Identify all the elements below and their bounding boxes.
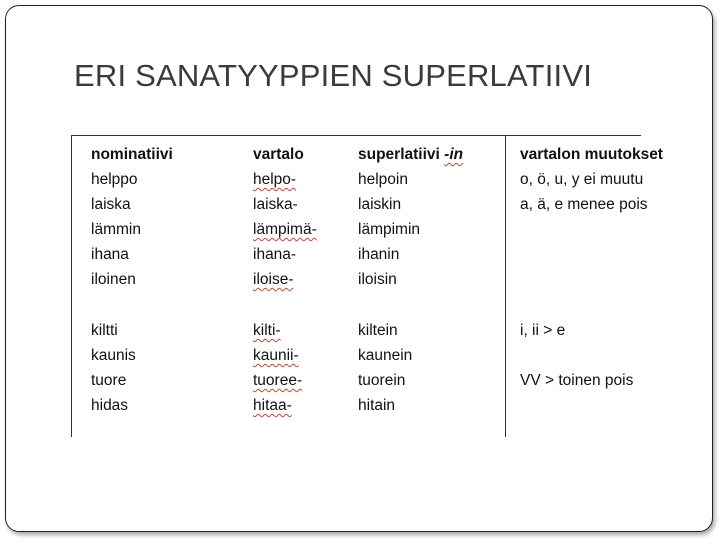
note-2: a, ä, e menee pois: [520, 196, 648, 213]
row4-nominatiivi: ihana: [91, 246, 129, 263]
row3-superlatiivi: lämpimin: [358, 221, 421, 238]
row5-vartalo: iloise-: [253, 271, 294, 288]
row7-superlatiivi: kaunein: [358, 347, 413, 364]
note-4: VV > toinen pois: [520, 372, 634, 389]
row9-superlatiivi: hitain: [358, 397, 396, 414]
note-3: i, ii > e: [520, 322, 566, 339]
row2-vartalo: laiska-: [253, 196, 298, 213]
header-muutokset: vartalon muutokset: [520, 146, 663, 163]
row1-vartalo: helpo-: [253, 171, 297, 188]
row7-vartalo: kaunii-: [253, 347, 299, 364]
row3-vartalo: lämpimä-: [253, 221, 317, 238]
row8-superlatiivi: tuorein: [358, 372, 406, 389]
table-top-border: [71, 135, 641, 136]
row9-vartalo: hitaa-: [253, 397, 292, 414]
row5-superlatiivi: iloisin: [358, 271, 397, 288]
row7-nominatiivi: kaunis: [91, 347, 136, 364]
table-left-border: [71, 135, 72, 437]
note-1: o, ö, u, y ei muutu: [520, 171, 644, 188]
row5-nominatiivi: iloinen: [91, 271, 136, 288]
header-superlatiivi: [358, 146, 463, 164]
table-column-divider: [505, 135, 506, 437]
superlative-table: [71, 135, 663, 437]
header-superlatiivi-label: superlatiivi: [358, 146, 445, 163]
row1-nominatiivi: helppo: [91, 171, 138, 188]
row1-superlatiivi: helpoin: [358, 171, 408, 188]
row9-nominatiivi: hidas: [91, 397, 129, 414]
header-vartalo: vartalo: [253, 146, 304, 163]
header-superlatiivi-suffix: -in: [444, 146, 464, 163]
header-nominatiivi: nominatiivi: [91, 146, 173, 163]
row2-superlatiivi: laiskin: [358, 196, 402, 213]
row4-superlatiivi: ihanin: [358, 246, 400, 263]
row8-nominatiivi: tuore: [91, 372, 127, 389]
row6-nominatiivi: kiltti: [91, 322, 118, 339]
row8-vartalo: tuoree-: [253, 372, 303, 389]
row6-superlatiivi: kiltein: [358, 322, 398, 339]
slide-title: ERI SANATYYPPIEN SUPERLATIIVI: [74, 58, 593, 93]
row3-nominatiivi: lämmin: [91, 221, 141, 238]
row2-nominatiivi: laiska: [91, 196, 131, 213]
row6-vartalo: kilti-: [253, 322, 281, 339]
row4-vartalo: ihana-: [253, 246, 297, 263]
